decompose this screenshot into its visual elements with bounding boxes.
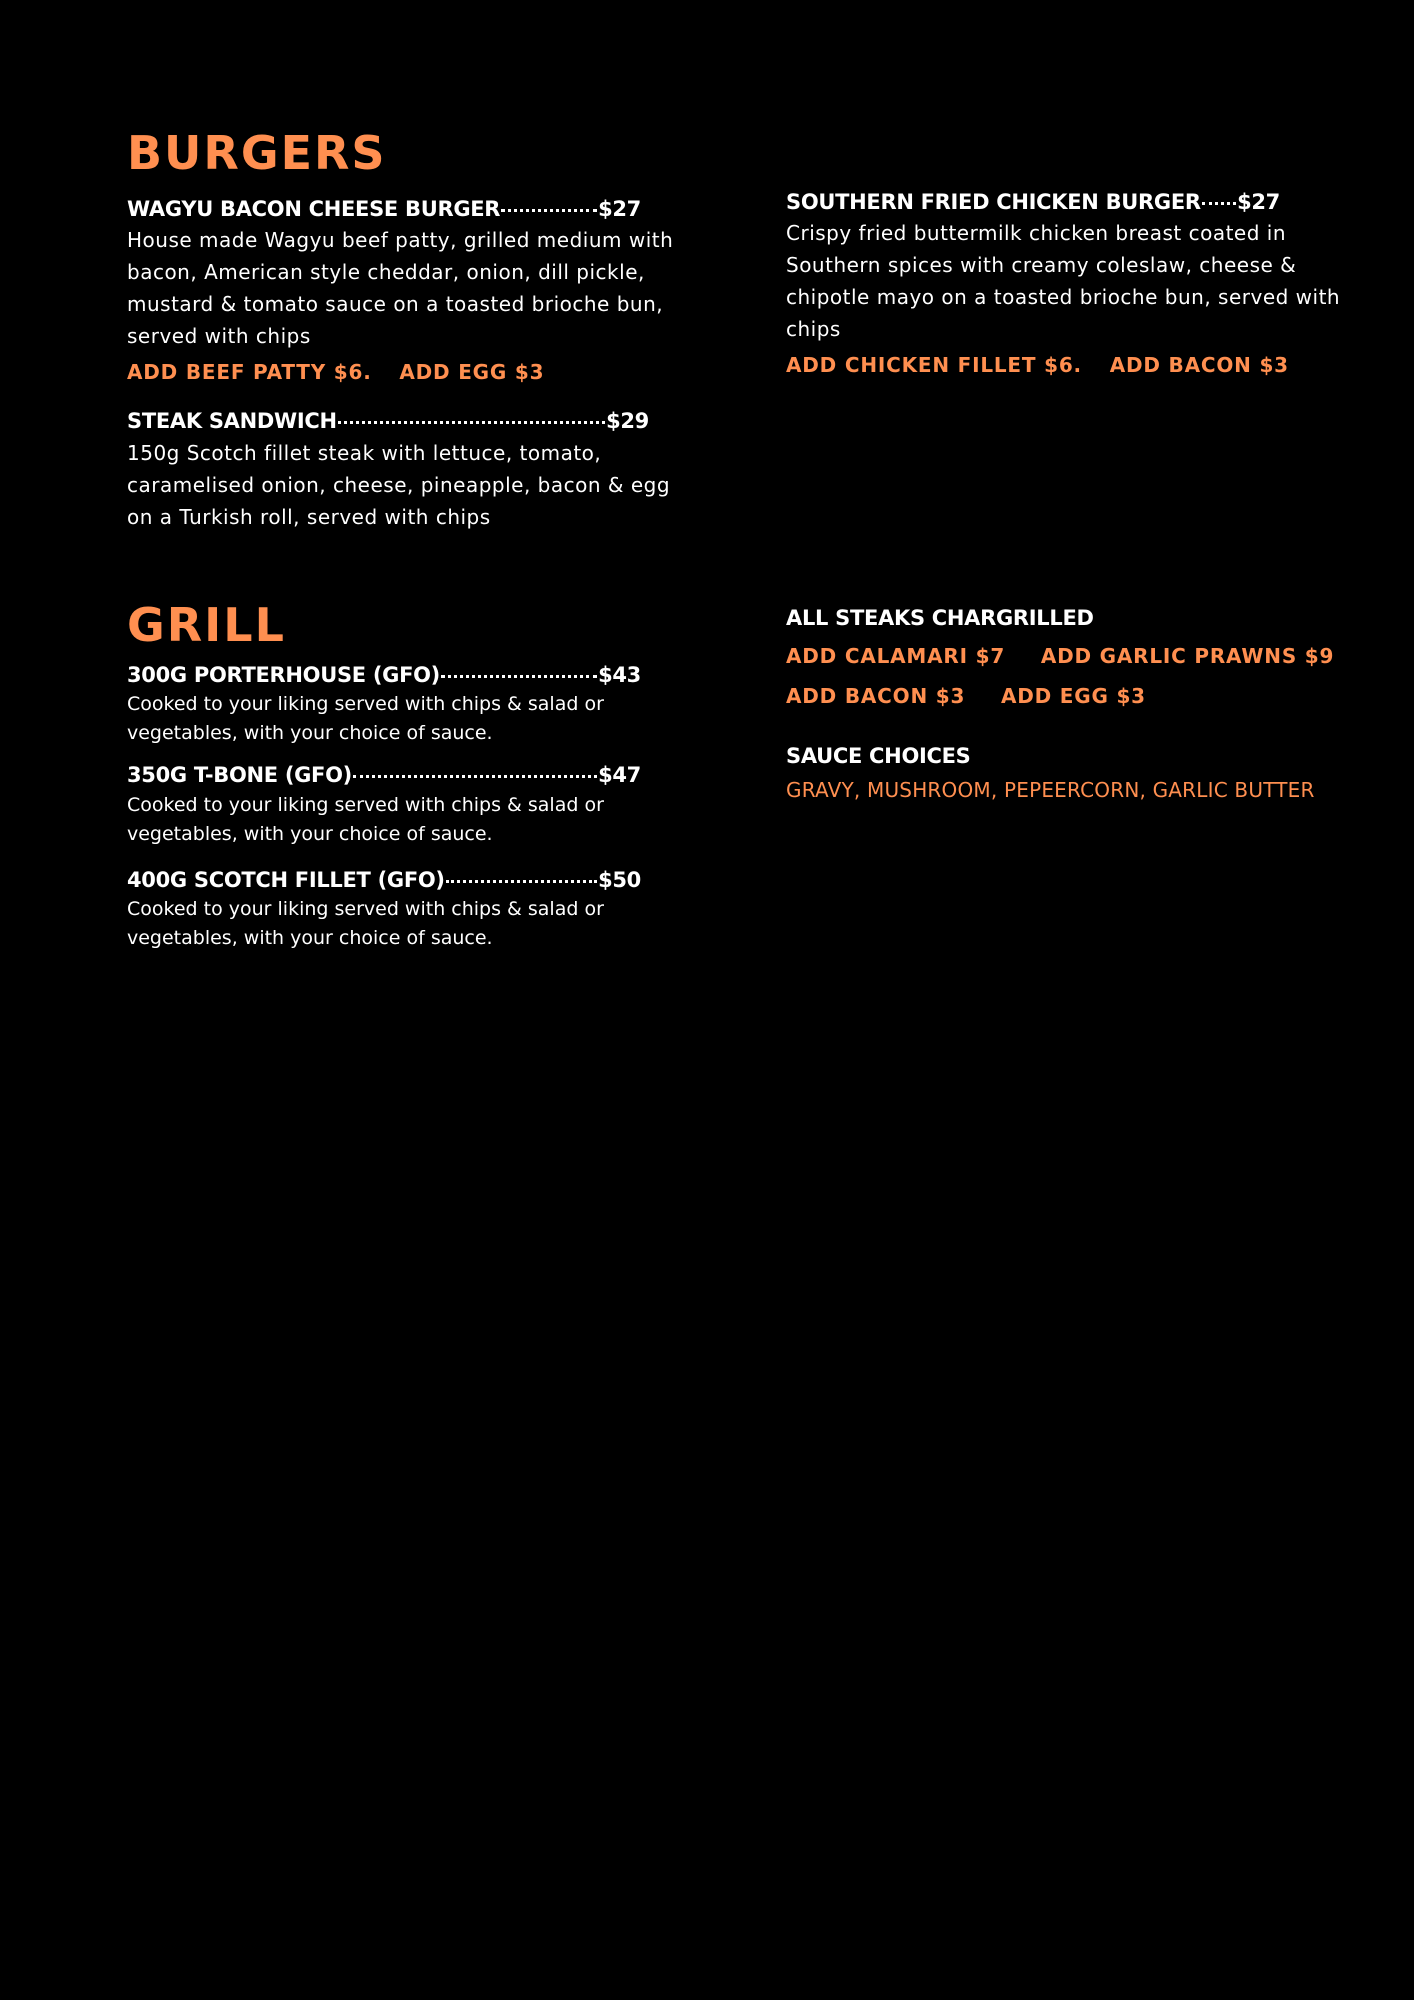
burgers-title: BURGERS: [127, 126, 387, 180]
item-price: $29: [606, 409, 649, 434]
item-price: $47: [598, 763, 641, 788]
item-description: Cooked to your liking served with chips & salad or vegetables, with your choice of sauce.: [127, 897, 604, 949]
grill-right-column: [786, 606, 1346, 802]
item-description: Cooked to your liking served with chips & salad or vegetables, with your choice of sauce.: [127, 793, 604, 845]
addon: ADD BACON $3: [1109, 353, 1289, 378]
menu-item-scotch-fillet: [127, 863, 687, 953]
addon: ADD GARLIC PRAWNS $9: [1040, 644, 1335, 668]
addons: [786, 353, 1346, 377]
item-price: $27: [1237, 190, 1280, 214]
grill-title: GRILL: [127, 598, 286, 652]
addon: ADD CALAMARI $7: [786, 644, 1006, 668]
dot-leader: [446, 859, 597, 883]
burgers-left-column: [127, 126, 687, 533]
item-line: [127, 658, 641, 688]
menu-item-porterhouse: [127, 658, 687, 748]
item-name: SOUTHERN FRIED CHICKEN BURGER: [786, 190, 1201, 214]
item-name: WAGYU BACON CHEESE BURGER: [127, 197, 501, 221]
item-name: 350G T-BONE (GFO): [127, 763, 352, 788]
dot-leader: [501, 188, 597, 212]
dot-leader: [1202, 181, 1236, 205]
dot-leader: [441, 654, 597, 678]
item-name: 400G SCOTCH FILLET (GFO): [127, 867, 445, 892]
addon: ADD EGG $3: [1000, 684, 1146, 708]
addon: ADD EGG $3: [399, 360, 545, 385]
menu-item-t-bone: [127, 758, 687, 848]
chargrilled-note: ALL STEAKS CHARGRILLED: [786, 606, 1094, 630]
item-line: [127, 863, 641, 893]
item-line: [127, 192, 641, 222]
sauce-list: GRAVY, MUSHROOM, PEPEERCORN, GARLIC BUTTER: [786, 778, 1315, 802]
addon: ADD BACON $3: [786, 684, 966, 708]
sauce-choices-heading: SAUCE CHOICES: [786, 744, 971, 768]
item-line: [127, 404, 649, 434]
addon: ADD BEEF PATTY $6.: [127, 360, 372, 385]
addons: [127, 360, 687, 384]
grill-left-column: [127, 598, 687, 953]
burgers-right-column: [786, 185, 1346, 377]
item-description: House made Wagyu beef patty, grilled medium with bacon, American style cheddar, onion, dill pickle, mustard & tomato sauce on a toasted brioche bun, served with chips: [127, 228, 674, 349]
item-price: $27: [598, 197, 641, 221]
grill-addons-row-2: [786, 684, 1346, 708]
item-line: [127, 758, 641, 788]
item-price: $50: [598, 867, 641, 892]
dot-leader: [338, 400, 605, 424]
item-line: [786, 185, 1280, 215]
menu-item-wagyu: [127, 192, 687, 384]
dot-leader: [353, 754, 597, 778]
grill-addons-row-1: [786, 644, 1346, 668]
menu-item-steak-sandwich: [127, 404, 687, 532]
item-description: Crispy fried buttermilk chicken breast coated in Southern spices with creamy coleslaw, cheese & chipotle mayo on a toasted brioche bun, served with chips: [786, 221, 1341, 342]
item-description: Cooked to your liking served with chips & salad or vegetables, with your choice of sauce.: [127, 693, 604, 745]
item-price: $43: [598, 663, 641, 687]
menu-item-chicken-burger: [786, 185, 1346, 377]
item-name: 300G PORTERHOUSE (GFO): [127, 663, 440, 687]
item-name: STEAK SANDWICH: [127, 409, 337, 434]
addon: ADD CHICKEN FILLET $6.: [786, 353, 1082, 378]
item-description: 150g Scotch fillet steak with lettuce, tomato, caramelised onion, cheese, pineapple, bacon & egg on a Turkish roll, served with chips: [127, 440, 671, 529]
